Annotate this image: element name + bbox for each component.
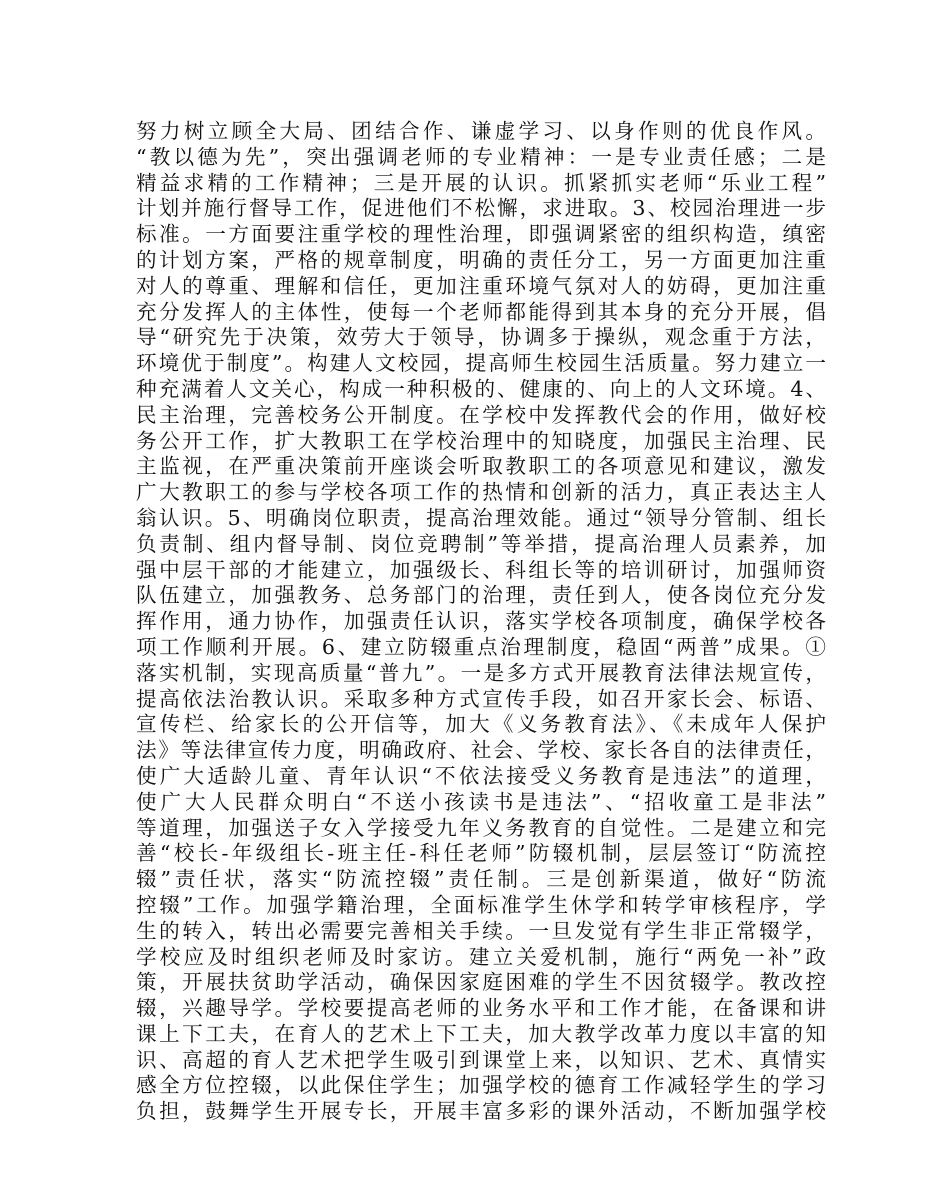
text-line: “教以德为先”，突出强调老师的专业精神：一是专业责任感；二是	[136, 144, 826, 169]
text-line: 宣传栏、给家长的公开信等，加大《义务教育法》、《未成年人保护	[136, 712, 826, 737]
text-line: 导“研究先于决策，效劳大于领导，协调多于操纵，观念重于方法，	[136, 325, 826, 350]
body-text	[136, 119, 826, 1125]
text-line: 主监视，在严重决策前开座谈会听取教职工的各项意见和建议，激发	[136, 454, 826, 479]
text-line: 广大教职工的参与学校各项工作的热情和创新的活力，真正表达主人	[136, 480, 826, 505]
text-line: 队伍建立，加强教务、总务部门的治理，责任到人，使各岗位充分发	[136, 583, 826, 608]
text-line: 使广大适龄儿童、青年认识“不依法接受义务教育是违法”的道理，	[136, 763, 826, 788]
text-line: 负责制、组内督导制、岗位竞聘制”等举措，提高治理人员素养，加	[136, 531, 826, 556]
text-line: 项工作顺利开展。6、建立防辍重点治理制度，稳固“两普”成果。①	[136, 634, 826, 659]
text-line: 负担，鼓舞学生开展专长，开展丰富多彩的课外活动，不断加强学校	[136, 1099, 826, 1124]
text-line: 提高依法治教认识。采取多种方式宣传手段，如召开家长会、标语、	[136, 686, 826, 711]
text-line: 务公开工作，扩大教职工在学校治理中的知晓度，加强民主治理、民	[136, 428, 826, 453]
text-line: 课上下工夫，在育人的艺术上下工夫，加大教学改革力度以丰富的知	[136, 1021, 826, 1046]
text-line: 翁认识。5、明确岗位职责，提高治理效能。通过“领导分管制、组长	[136, 505, 826, 530]
text-line: 策，开展扶贫助学活动，确保因家庭困难的学生不因贫辍学。教改控	[136, 970, 826, 995]
text-line: 使广大人民群众明白“不送小孩读书是违法”、“招收童工是非法”	[136, 789, 826, 814]
text-line: 辍”责任状，落实“防流控辍”责任制。三是创新渠道，做好“防流	[136, 867, 826, 892]
text-line: 学校应及时组织老师及时家访。建立关爱机制，施行“两免一补”政	[136, 944, 826, 969]
text-line: 民主治理，完善校务公开制度。在学校中发挥教代会的作用，做好校	[136, 402, 826, 427]
text-line: 的计划方案，严格的规章制度，明确的责任分工，另一方面更加注重	[136, 247, 826, 272]
text-line: 法》等法律宣传力度，明确政府、社会、学校、家长各自的法律责任，	[136, 738, 826, 763]
text-line: 挥作用，通力协作，加强责任认识，落实学校各项制度，确保学校各	[136, 609, 826, 634]
text-line: 控辍”工作。加强学籍治理，全面标准学生休学和转学审核程序，学	[136, 892, 826, 917]
text-line: 落实机制，实现高质量“普九”。一是多方式开展教育法律法规宣传，	[136, 660, 826, 685]
text-line: 精益求精的工作精神；三是开展的认识。抓紧抓实老师“乐业工程”	[136, 170, 826, 195]
text-line: 环境优于制度”。构建人文校园，提高师生校园生活质量。努力建立一	[136, 351, 826, 376]
text-line: 等道理，加强送子女入学接受九年义务教育的自觉性。二是建立和完	[136, 815, 826, 840]
text-line: 感全方位控辍，以此保住学生；加强学校的德育工作减轻学生的学习	[136, 1073, 826, 1098]
text-line: 强中层干部的才能建立，加强级长、科组长等的培训研讨，加强师资	[136, 557, 826, 582]
text-line: 生的转入，转出必需要完善相关手续。一旦发觉有学生非正常辍学，	[136, 918, 826, 943]
text-line: 计划并施行督导工作，促进他们不松懈，求进取。3、校园治理进一步	[136, 196, 826, 221]
text-line: 种充满着人文关心，构成一种积极的、健康的、向上的人文环境。4、	[136, 376, 826, 401]
text-line: 善“校长-年级组长-班主任-科任老师”防辍机制，层层签订“防流控	[136, 841, 826, 866]
text-line: 标准。一方面要注重学校的理性治理，即强调紧密的组织构造，缜密	[136, 222, 826, 247]
text-line: 充分发挥人的主体性，使每一个老师都能得到其本身的充分开展，倡	[136, 299, 826, 324]
text-line: 辍，兴趣导学。学校要提高老师的业务水平和工作才能，在备课和讲	[136, 996, 826, 1021]
text-line: 识、高超的育人艺术把学生吸引到课堂上来，以知识、艺术、真情实	[136, 1047, 826, 1072]
text-line: 对人的尊重、理解和信任，更加注重环境气氛对人的妨碍，更加注重	[136, 273, 826, 298]
text-line: 努力树立顾全大局、团结合作、谦虚学习、以身作则的优良作风。	[136, 119, 826, 143]
